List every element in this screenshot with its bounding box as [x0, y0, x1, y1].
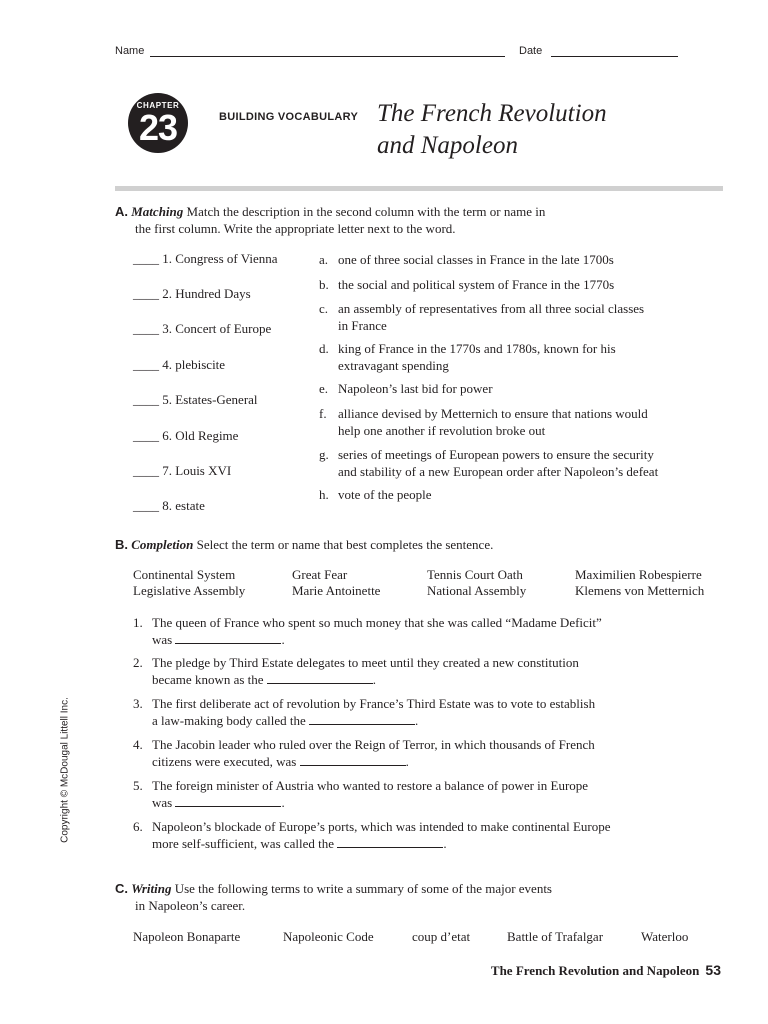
question-number: 4.	[133, 737, 143, 752]
definition-item	[319, 340, 699, 374]
completion-question	[133, 654, 673, 688]
writing-term: Napoleonic Code	[283, 929, 374, 944]
definition-text: the social and political system of France in the 1770s	[338, 277, 615, 292]
definition-item	[319, 300, 699, 334]
definition-letter: c.	[319, 301, 329, 316]
section-c-instructions	[115, 880, 715, 914]
date-label: Date	[519, 45, 543, 57]
writing-term: Waterloo	[641, 929, 689, 944]
question-text: The queen of France who spent so much money that she was called “Madame Deficit”	[152, 615, 602, 630]
definition-letter: b.	[319, 277, 329, 292]
section-a-instructions	[115, 203, 715, 237]
question-end: .	[415, 713, 419, 728]
header-divider	[115, 186, 723, 191]
word-bank-term: Marie Antoinette	[292, 583, 381, 598]
definition-letter: d.	[319, 341, 329, 356]
definition-text: an assembly of representatives from all three social classes	[338, 301, 645, 316]
chapter-number: 23	[138, 107, 178, 148]
definition-letter: f.	[319, 406, 327, 421]
answer-blank[interactable]	[300, 753, 406, 766]
definition-item	[319, 251, 699, 268]
question-text: The pledge by Third Estate delegates to meet until they created a new constitution	[152, 655, 579, 670]
definition-letter: e.	[319, 381, 329, 396]
definition-text: in France	[338, 318, 387, 333]
footer-title: The French Revolution and Napoleon	[490, 963, 700, 978]
matching-term[interactable]: ____ 3. Concert of Europe	[133, 321, 272, 336]
definition-text: extravagant spending	[338, 358, 449, 373]
section-a-heading: Matching	[131, 204, 184, 219]
matching-term[interactable]: ____ 7. Louis XVI	[133, 463, 232, 478]
question-number: 1.	[133, 615, 143, 630]
question-end: .	[281, 632, 285, 647]
section-c-instructions-line2: in Napoleon’s career.	[135, 898, 246, 913]
definition-text: alliance devised by Metternich to ensure that nations would	[338, 406, 648, 421]
question-end: .	[281, 795, 285, 810]
word-bank-term: Maximilien Robespierre	[575, 567, 702, 582]
matching-term[interactable]: ____ 6. Old Regime	[133, 428, 239, 443]
definition-text: and stability of a new European order after Napoleon’s defeat	[338, 464, 659, 479]
definition-letter: h.	[319, 487, 329, 502]
building-vocabulary-subtitle: BUILDING VOCABULARY	[219, 111, 359, 123]
chapter-badge	[128, 93, 188, 153]
answer-blank[interactable]	[337, 835, 443, 848]
answer-blank[interactable]	[309, 712, 415, 725]
title-line-1: The French Revolution	[377, 100, 607, 127]
definition-item	[319, 405, 699, 439]
question-text: was	[152, 632, 173, 647]
question-end: .	[443, 836, 447, 851]
copyright-notice: Copyright © McDougal Littell Inc.	[59, 697, 71, 843]
question-number: 5.	[133, 778, 143, 793]
answer-blank[interactable]	[267, 671, 373, 684]
definition-item	[319, 380, 699, 397]
definition-item	[319, 486, 699, 503]
definition-item	[319, 276, 699, 293]
question-text: Napoleon’s blockade of Europe’s ports, which was intended to make continental Europe	[152, 819, 611, 834]
question-text: was	[152, 795, 173, 810]
question-text: The first deliberate act of revolution by France’s Third Estate was to vote to establish	[152, 696, 596, 711]
question-text: a law-making body called the	[152, 713, 306, 728]
matching-term[interactable]: ____ 4. plebiscite	[133, 357, 226, 372]
matching-term[interactable]: ____ 2. Hundred Days	[133, 286, 251, 301]
page-footer	[491, 962, 721, 979]
definition-text: one of three social classes in France in the late 1700s	[338, 252, 614, 267]
question-text: The foreign minister of Austria who wanted to restore a balance of power in Europe	[152, 778, 589, 793]
writing-term: Napoleon Bonaparte	[133, 929, 241, 944]
word-bank-term: Great Fear	[292, 567, 348, 582]
question-end: .	[405, 754, 409, 769]
completion-question	[133, 777, 673, 811]
section-c-instructions-line1: Use the following terms to write a summary of some of the major events	[174, 881, 552, 896]
section-c-heading: Writing	[131, 881, 172, 896]
section-a-instructions-line2: the first column. Write the appropriate letter next to the word.	[135, 221, 456, 236]
matching-term[interactable]: ____ 5. Estates-General	[133, 392, 258, 407]
section-a-letter: A.	[115, 204, 128, 219]
answer-blank[interactable]	[175, 631, 281, 644]
definition-text: series of meetings of European powers to ensure the security	[338, 447, 654, 462]
completion-question	[133, 614, 673, 648]
word-bank-term: Continental System	[133, 567, 236, 582]
definition-letter: a.	[319, 252, 329, 267]
date-field[interactable]	[551, 56, 678, 57]
page-number: 53	[705, 962, 721, 978]
completion-question	[133, 818, 673, 852]
definition-text: vote of the people	[338, 487, 432, 502]
word-bank-term: Tennis Court Oath	[427, 567, 523, 582]
writing-term: Battle of Trafalgar	[507, 929, 604, 944]
writing-term: coup d’etat	[412, 929, 471, 944]
chapter-label: CHAPTER	[136, 101, 180, 110]
section-b-heading: Completion	[131, 537, 194, 552]
definition-text: Napoleon’s last bid for power	[338, 381, 493, 396]
word-bank-term: National Assembly	[427, 583, 527, 598]
definition-letter: g.	[319, 447, 329, 462]
completion-question	[133, 695, 673, 729]
question-text: became known as the	[152, 672, 264, 687]
word-bank-term: Legislative Assembly	[133, 583, 246, 598]
answer-blank[interactable]	[175, 794, 281, 807]
name-field[interactable]	[150, 56, 505, 57]
definition-text: king of France in the 1770s and 1780s, known for his	[338, 341, 616, 356]
section-b-letter: B.	[115, 537, 128, 552]
word-bank-term: Klemens von Metternich	[575, 583, 705, 598]
completion-question	[133, 736, 673, 770]
definition-text: help one another if revolution broke out	[338, 423, 546, 438]
question-text: The Jacobin leader who ruled over the Reign of Terror, in which thousands of French	[152, 737, 595, 752]
section-b-instructions	[115, 536, 715, 553]
question-text: citizens were executed, was	[152, 754, 297, 769]
section-a-instructions-line1: Match the description in the second column with the term or name in	[186, 204, 546, 219]
question-number: 2.	[133, 655, 143, 670]
matching-term[interactable]: ____ 8. estate	[133, 498, 205, 513]
title-line-2: and Napoleon	[377, 132, 518, 159]
page-title	[377, 98, 707, 162]
name-label: Name	[115, 45, 145, 57]
question-number: 3.	[133, 696, 143, 711]
section-c-letter: C.	[115, 881, 128, 896]
question-end: .	[372, 672, 377, 687]
matching-term[interactable]: ____ 1. Congress of Vienna	[133, 251, 278, 266]
question-text: more self-sufficient, was called the	[152, 836, 335, 851]
question-number: 6.	[133, 819, 143, 834]
section-b-instructions-text: Select the term or name that best completes the sentence.	[196, 537, 494, 552]
definition-item	[319, 446, 699, 480]
